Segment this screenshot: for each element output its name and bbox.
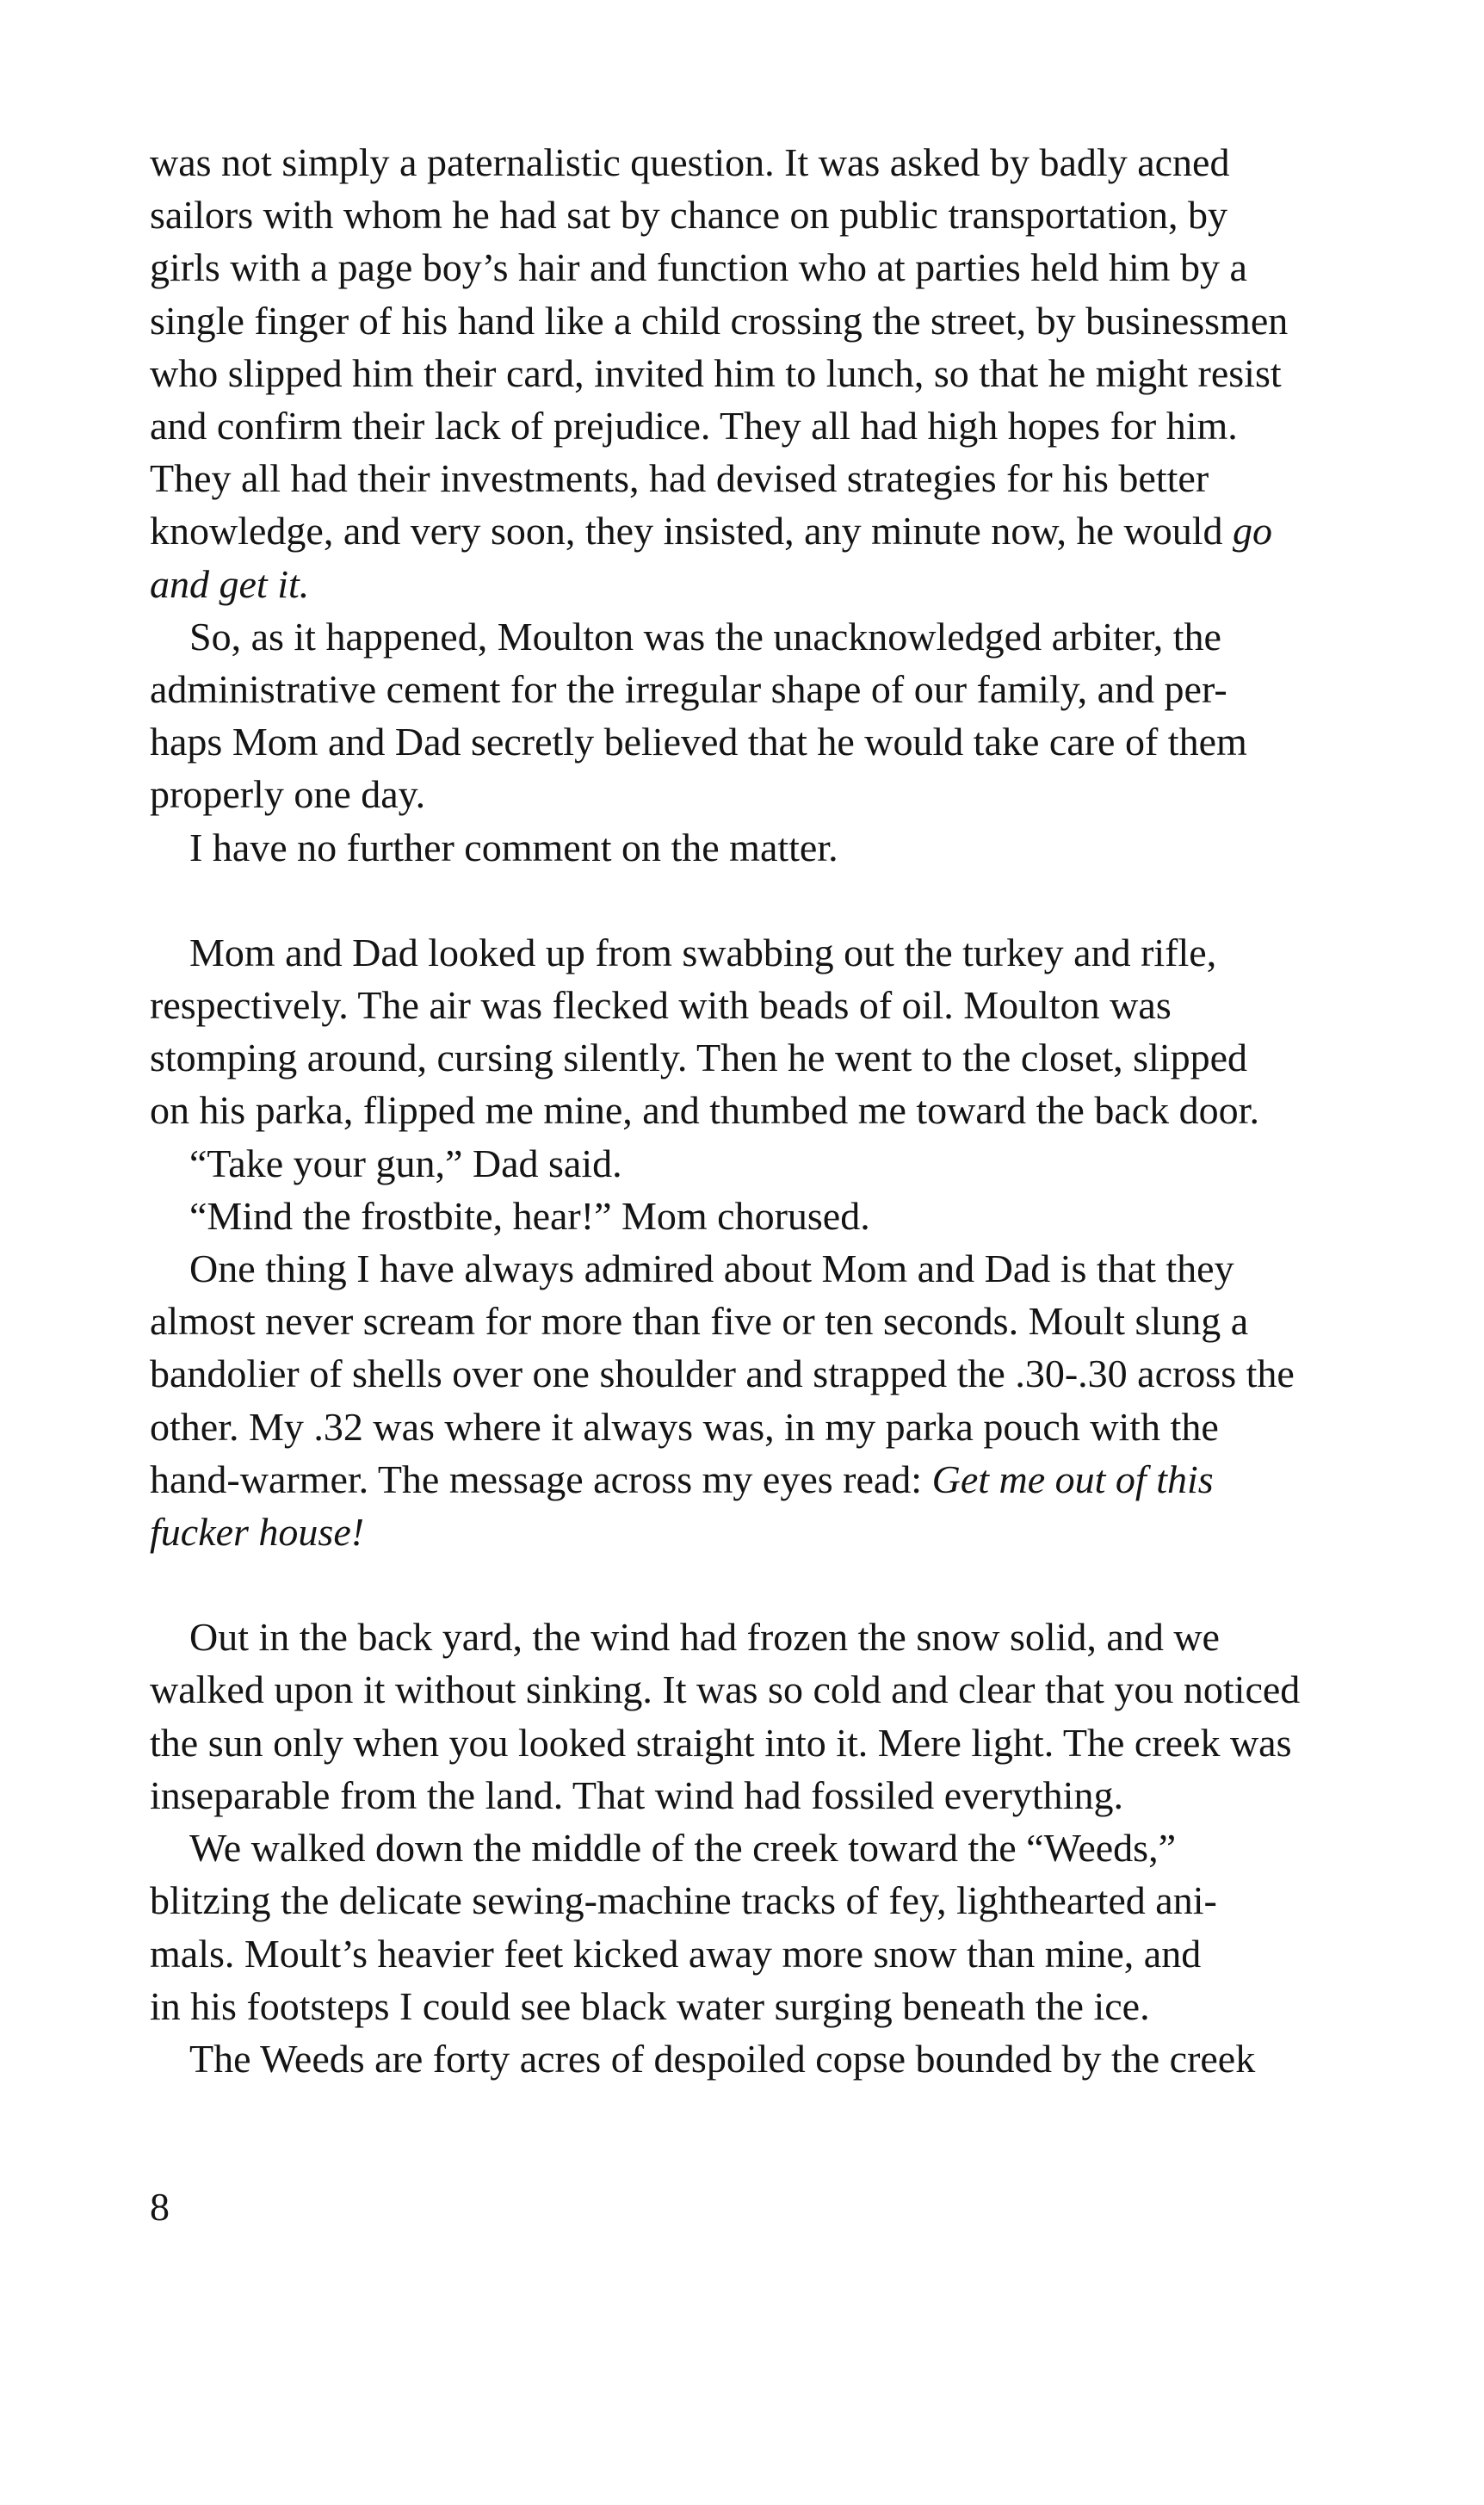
line-text: sailors with whom he had sat by chance on public transportation, by bbox=[150, 193, 1227, 238]
text-line bbox=[150, 610, 1346, 663]
text-line bbox=[150, 1663, 1346, 1716]
text-line bbox=[150, 1295, 1346, 1347]
text-line bbox=[150, 1874, 1346, 1927]
text-line bbox=[150, 1190, 1346, 1242]
line-text: One thing I have always admired about Mom and Dad is that they bbox=[189, 1246, 1234, 1291]
text-line bbox=[150, 715, 1346, 768]
line-text: walked upon it without sinking. It was so cold and clear that you noticed bbox=[150, 1667, 1301, 1712]
text-line bbox=[150, 136, 1346, 189]
body-text bbox=[150, 136, 1346, 2085]
line-text: blitzing the delicate sewing-machine tracks of fey, lighthearted ani- bbox=[150, 1878, 1217, 1923]
line-text: Out in the back yard, the wind had frozen the snow solid, and we bbox=[189, 1615, 1220, 1660]
line-text: single finger of his hand like a child crossing the street, by businessmen bbox=[150, 298, 1289, 343]
page-number: 8 bbox=[150, 2185, 170, 2229]
text-line bbox=[150, 821, 1346, 874]
text-line bbox=[150, 1137, 1346, 1190]
line-text: administrative cement for the irregular shape of our family, and per- bbox=[150, 667, 1227, 712]
text-line bbox=[150, 241, 1346, 294]
text-line bbox=[150, 1611, 1346, 1663]
italic-text: go bbox=[1232, 509, 1272, 554]
line-text: We walked down the middle of the creek toward the “Weeds,” bbox=[189, 1826, 1176, 1871]
line-text: properly one day. bbox=[150, 772, 426, 817]
text-line bbox=[150, 926, 1346, 979]
line-text: the sun only when you looked straight into it. Mere light. The creek was bbox=[150, 1720, 1292, 1765]
text-line bbox=[150, 1822, 1346, 1874]
text-line bbox=[150, 1031, 1346, 1084]
line-text: hand-warmer. The message across my eyes read: bbox=[150, 1457, 932, 1501]
line-text: was not simply a paternalistic question. It was asked by badly acned bbox=[150, 140, 1230, 184]
text-line bbox=[150, 1453, 1346, 1506]
text-line bbox=[150, 294, 1346, 347]
text-line bbox=[150, 2032, 1346, 2085]
text-line bbox=[150, 1347, 1346, 1400]
line-text: mals. Moult’s heavier feet kicked away more snow than mine, and bbox=[150, 1931, 1202, 1976]
text-line bbox=[150, 452, 1346, 504]
line-text: They all had their investments, had devised strategies for his better bbox=[150, 456, 1209, 501]
line-text: stomping around, cursing silently. Then he went to the closet, slipped bbox=[150, 1036, 1248, 1080]
line-text: So, as it happened, Moulton was the unacknowledged arbiter, the bbox=[189, 614, 1221, 659]
line-text: other. My .32 was where it always was, in my parka pouch with the bbox=[150, 1404, 1219, 1449]
text-line bbox=[150, 1506, 1346, 1558]
text-line bbox=[150, 399, 1346, 452]
line-text: Mom and Dad looked up from swabbing out the turkey and rifle, bbox=[189, 930, 1217, 974]
line-text: in his footsteps I could see black water surging beneath the ice. bbox=[150, 1983, 1150, 2028]
text-line bbox=[150, 979, 1346, 1031]
text-line bbox=[150, 663, 1346, 715]
section-break bbox=[150, 1558, 1346, 1611]
text-line bbox=[150, 1927, 1346, 1980]
line-text: girls with a page boy’s hair and function who at parties held him by a bbox=[150, 245, 1247, 290]
line-text: haps Mom and Dad secretly believed that he would take care of them bbox=[150, 720, 1247, 764]
text-line bbox=[150, 1084, 1346, 1136]
text-line bbox=[150, 1716, 1346, 1769]
line-text: I have no further comment on the matter. bbox=[189, 825, 838, 869]
line-text: “Take your gun,” Dad said. bbox=[189, 1141, 622, 1185]
line-text: The Weeds are forty acres of despoiled copse bounded by the creek bbox=[189, 2036, 1256, 2081]
line-text: respectively. The air was flecked with beads of oil. Moulton was bbox=[150, 983, 1172, 1028]
line-text: who slipped him their card, invited him to lunch, so that he might resist bbox=[150, 350, 1282, 395]
text-line bbox=[150, 504, 1346, 557]
text-line bbox=[150, 189, 1346, 241]
text-line bbox=[150, 1769, 1346, 1822]
text-line bbox=[150, 768, 1346, 820]
line-text: almost never scream for more than five or ten seconds. Moult slung a bbox=[150, 1299, 1249, 1344]
text-line bbox=[150, 347, 1346, 399]
line-text: inseparable from the land. That wind had fossiled everything. bbox=[150, 1772, 1123, 1817]
text-line bbox=[150, 1242, 1346, 1295]
italic-text: fucker house! bbox=[150, 1510, 365, 1555]
text-line bbox=[150, 558, 1346, 610]
line-text: on his parka, flipped me mine, and thumbed me toward the back door. bbox=[150, 1088, 1259, 1133]
line-text: and confirm their lack of prejudice. They all had high hopes for him. bbox=[150, 404, 1238, 448]
text-line bbox=[150, 1980, 1346, 2032]
italic-text: Get me out of this bbox=[931, 1457, 1214, 1501]
line-text: “Mind the frostbite, hear!” Mom chorused. bbox=[189, 1193, 870, 1238]
text-line bbox=[150, 1401, 1346, 1453]
section-break bbox=[150, 874, 1346, 926]
italic-text: and get it. bbox=[150, 561, 310, 606]
line-text: bandolier of shells over one shoulder and strapped the .30-.30 across the bbox=[150, 1351, 1295, 1396]
line-text: knowledge, and very soon, they insisted, any minute now, he would bbox=[150, 509, 1233, 554]
